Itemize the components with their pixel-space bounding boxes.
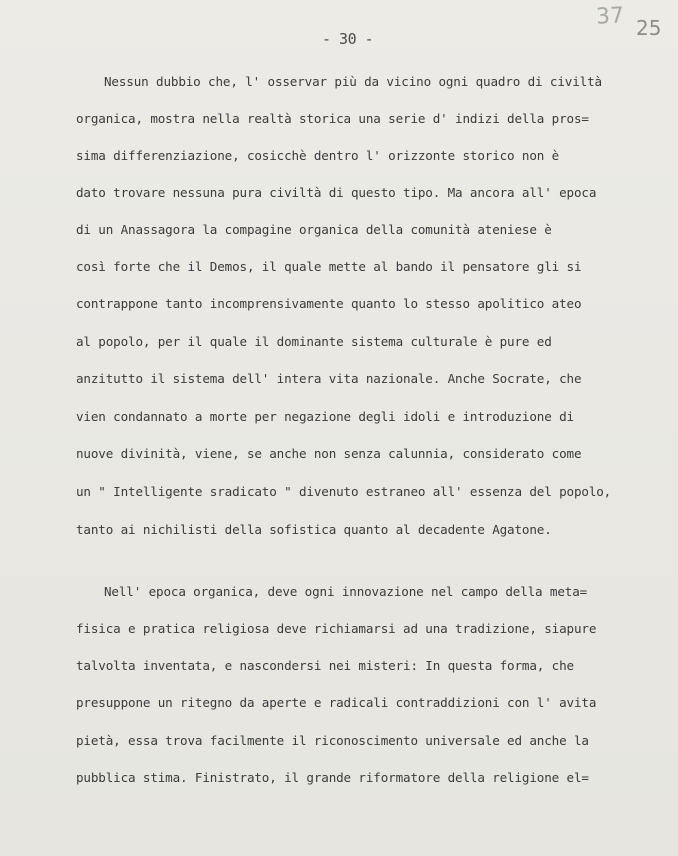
text-line: Nell' epoca organica, deve ogni innovazione nel campo della meta= bbox=[104, 584, 588, 599]
text-line: sima differenziazione, cosicchè dentro l' orizzonte storico non è bbox=[76, 148, 560, 163]
text-line: organica, mostra nella realtà storica una serie d' indizi della pros= bbox=[76, 111, 589, 126]
text-line: contrappone tanto incomprensivamente quanto lo stesso apolitico ateo bbox=[76, 296, 582, 311]
text-line: anzitutto il sistema dell' intera vita nazionale. Anche Socrate, che bbox=[76, 371, 582, 386]
text-line: così forte che il Demos, il quale mette al bando il pensatore gli si bbox=[76, 259, 582, 274]
text-line: nuove divinità, viene, se anche non senza calunnia, considerato come bbox=[76, 446, 582, 461]
text-line: dato trovare nessuna pura civiltà di questo tipo. Ma ancora all' epoca bbox=[76, 185, 597, 200]
text-line: presuppone un ritegno da aperte e radicali contraddizioni con l' avita bbox=[76, 695, 597, 710]
text-line: pietà, essa trova facilmente il riconoscimento universale ed anche la bbox=[76, 733, 589, 748]
page-number: - 30 - bbox=[322, 30, 374, 48]
text-line: vien condannato a morte per negazione degli idoli e introduzione di bbox=[76, 409, 574, 424]
archive-mark: 37 bbox=[595, 3, 625, 30]
text-line: fisica e pratica religiosa deve richiamarsi ad una tradizione, siapure bbox=[76, 621, 597, 636]
text-line: talvolta inventata, e nascondersi nei misteri: In questa forma, che bbox=[76, 658, 574, 673]
text-line: un " Intelligente sradicato " divenuto estraneo all' essenza del popolo, bbox=[76, 484, 612, 499]
text-line: pubblica stima. Finistrato, il grande riformatore della religione el= bbox=[76, 770, 589, 785]
text-line: tanto ai nichilisti della sofistica quanto al decadente Agatone. bbox=[76, 522, 552, 537]
text-line: al popolo, per il quale il dominante sistema culturale è pure ed bbox=[76, 334, 552, 349]
archive-mark: 25 bbox=[636, 16, 662, 40]
text-line: di un Anassagora la compagine organica della comunità ateniese è bbox=[76, 222, 552, 237]
text-line: Nessun dubbio che, l' osservar più da vicino ogni quadro di civiltà bbox=[104, 74, 602, 89]
